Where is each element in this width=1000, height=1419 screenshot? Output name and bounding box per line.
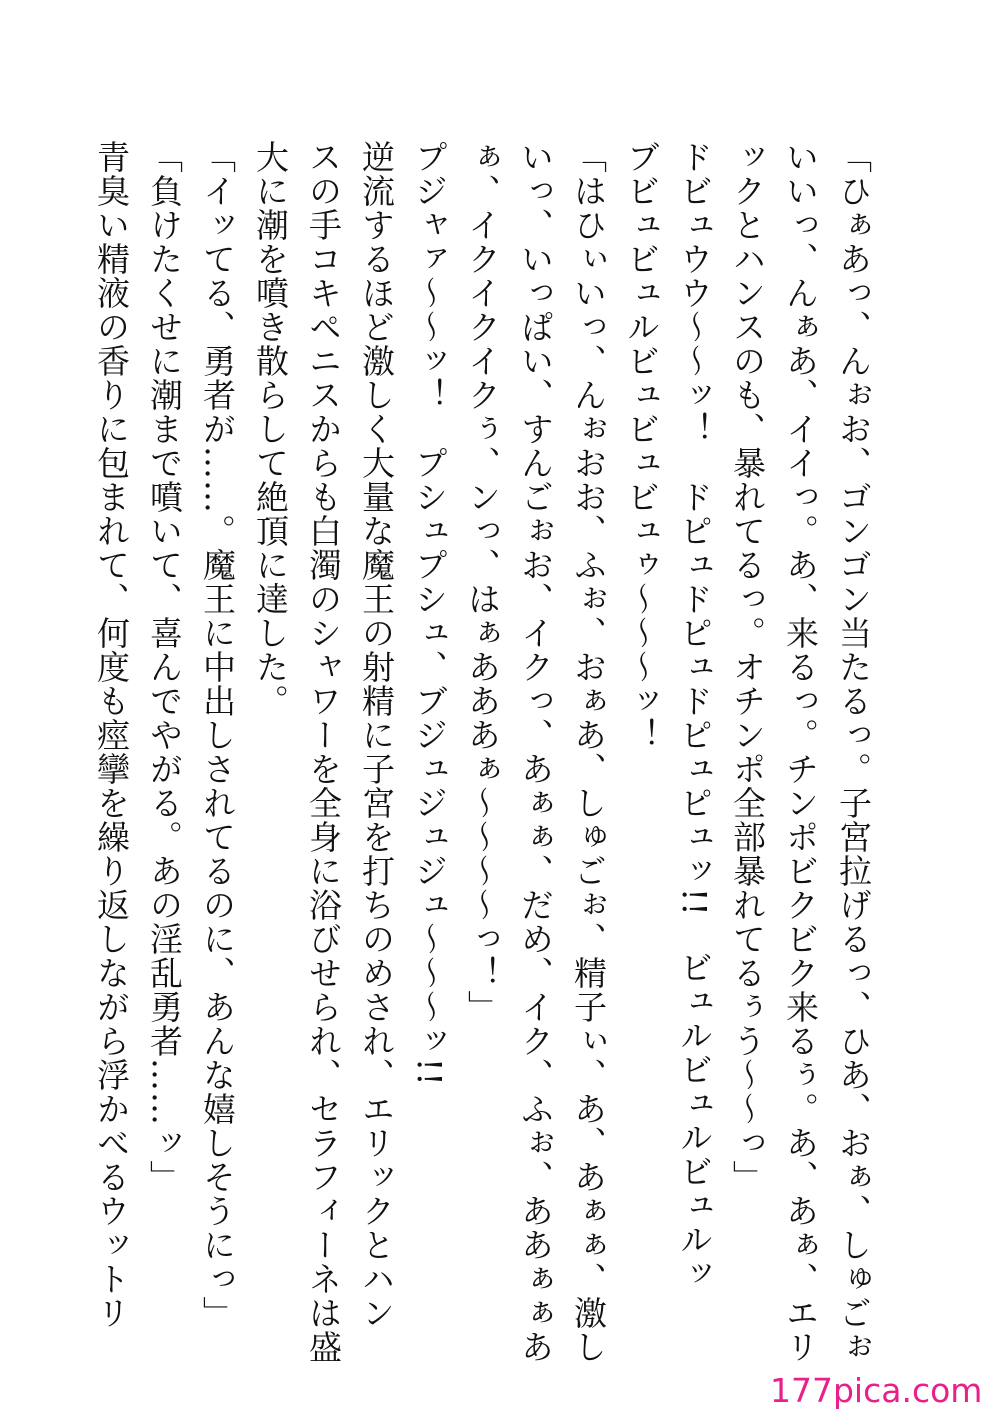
text-line: ドビュウウ〜〜ッ！ ドピュドピュドピュピュッ!! ビュルビュルビュルッ — [675, 140, 714, 1291]
text-line: 逆流するほど激しく大量な魔王の射精に子宮を打ちのめされ、エリックとハン — [357, 140, 396, 1330]
text-line: プジャァ〜〜ッ！ プシュプシュ、ブジュジュジュ〜〜〜ッ!! — [410, 140, 449, 1087]
text-line: 青臭い精液の香りに包まれて、何度も痙攣を繰り返しながら浮かべるウットリ — [92, 140, 131, 1330]
text-line: ブビュビュルビュビュビュゥ〜〜〜ッ！ — [622, 140, 661, 752]
text-line: 「ひぁあっ、んぉお、ゴンゴン当たるっ。子宮拉げるっ、ひあ、おぁ、しゅごぉ — [834, 140, 873, 1364]
vertical-text-body — [85, 140, 880, 1364]
text-line: 大に潮を噴き散らして絶頂に達した。 — [251, 140, 290, 718]
text-line: スの手コキペニスからも白濁のシャワーを全身に浴びせられ、セラフィーネは盛 — [304, 140, 343, 1364]
text-line: 「負けたくせに潮まで噴いて、喜んでやがる。あの淫乱勇者……ッ」 — [145, 140, 184, 1194]
watermark-text: 177pica.com — [770, 1371, 983, 1410]
text-line: ックとハンスのも、暴れてるっ。オチンポ全部暴れてるぅう〜〜っ」 — [728, 140, 767, 1194]
text-line: 「はひぃいっ、んぉおお、ふぉ、おぁあ、しゅごぉ、精子ぃ、あ、あぁぁ、激し — [569, 140, 608, 1364]
text-line: 「イッてる、勇者が……。魔王に中出しされてるのに、あんな嬉しそうにっ」 — [198, 140, 237, 1330]
text-line: ぁ、イクイクイクぅ、ンっ、はぁあああぁ〜〜〜〜っ！」 — [463, 140, 502, 1024]
text-line: いいっ、んぁあ、イイっ。あ、来るっ。チンポビクビク来るぅ。あ、あぁ、エリ — [781, 140, 820, 1364]
text-line: いっ、いっぱい、すんごぉお、イクっ、あぁぁ、だめ、イク、ふぉ、ああぁぁあ — [516, 140, 555, 1364]
